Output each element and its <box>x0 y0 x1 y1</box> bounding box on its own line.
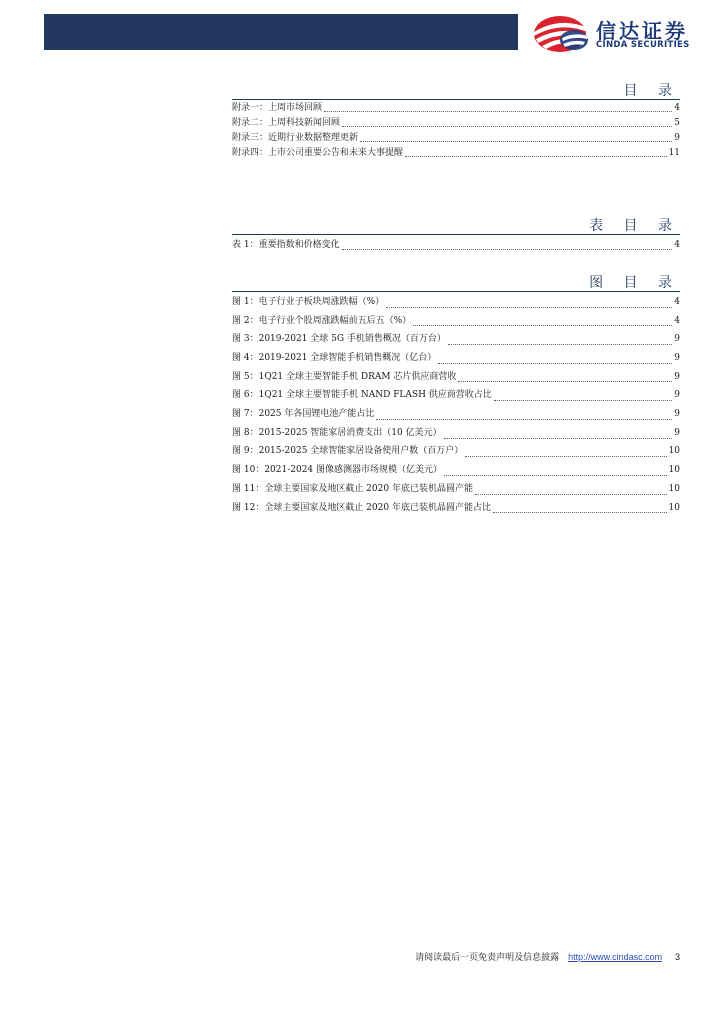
toc-leader-dots <box>444 475 667 476</box>
toc-item[interactable] <box>232 424 680 443</box>
toc-item-label: 图 7：2025 年各国锂电池产能占比 <box>232 409 375 420</box>
page-footer <box>330 950 680 963</box>
toc-item[interactable] <box>232 236 680 254</box>
toc-item-label: 附录四：上市公司重要公告和未来大事提醒 <box>232 148 404 158</box>
toc-item-label: 图 1：电子行业子板块周涨跌幅（%） <box>232 296 385 307</box>
toc-item[interactable] <box>232 443 680 462</box>
toc-item[interactable] <box>232 405 680 424</box>
toc-item-page: 9 <box>674 409 680 420</box>
toc-item-label: 图 4：2019-2021 全球智能手机销售概况（亿台） <box>232 353 437 364</box>
toc-item-page: 4 <box>674 240 680 250</box>
toc-item-label: 图 10：2021-2024 图像感测器市场规模（亿美元） <box>232 465 443 476</box>
toc-item[interactable] <box>232 101 680 116</box>
toc-item-label: 图 2：电子行业个股周涨跌幅前五后五（%） <box>232 315 412 326</box>
cinda-logo <box>530 12 710 56</box>
cinda-emblem-icon <box>530 12 594 56</box>
figures-title: 图 目 录 <box>589 275 680 291</box>
figures-title-rule <box>232 291 680 292</box>
toc-item-label: 图 3：2019-2021 全球 5G 手机销售概况（百万台） <box>232 334 446 345</box>
toc-leader-dots <box>360 141 672 142</box>
toc-item-page: 10 <box>668 502 680 513</box>
tables-title-rule <box>232 234 680 235</box>
toc-item[interactable] <box>232 293 680 312</box>
toc-item-page: 9 <box>674 390 680 401</box>
toc-item-page: 9 <box>674 133 680 143</box>
toc-item-page: 4 <box>674 315 680 326</box>
contents-title: 目 录 <box>623 83 680 99</box>
toc-item[interactable] <box>232 312 680 331</box>
logo-english-text: CINDA SECURITIES <box>596 40 690 50</box>
toc-leader-dots <box>438 363 672 364</box>
toc-item-page: 10 <box>668 446 680 457</box>
toc-leader-dots <box>376 419 672 420</box>
toc-item-page: 9 <box>674 334 680 345</box>
header-bar <box>44 14 518 50</box>
toc-leader-dots <box>475 494 667 495</box>
toc-item-label: 图 5：1Q21 全球主要智能手机 DRAM 芯片供应商营收 <box>232 371 457 382</box>
toc-leader-dots <box>405 156 667 157</box>
toc-item[interactable] <box>232 131 680 146</box>
toc-item[interactable] <box>232 499 680 518</box>
toc-item-label: 表 1：重要指数和价格变化 <box>232 240 340 250</box>
toc-item-label: 图 11：全球主要国家及地区截止 2020 年底已装机晶圆产能 <box>232 483 473 494</box>
toc-item-page: 10 <box>668 483 680 494</box>
toc-item-page: 10 <box>668 465 680 476</box>
toc-leader-dots <box>493 512 667 513</box>
toc-item[interactable] <box>232 386 680 405</box>
toc-leader-dots <box>413 325 672 326</box>
contents-list <box>232 101 680 161</box>
toc-item[interactable] <box>232 330 680 349</box>
contents-title-rule <box>232 99 680 100</box>
footer-disclaimer: 请阅读最后一页免责声明及信息披露 <box>415 953 560 963</box>
toc-leader-dots <box>494 400 672 401</box>
toc-item[interactable] <box>232 368 680 387</box>
toc-item[interactable] <box>232 116 680 131</box>
toc-leader-dots <box>448 344 672 345</box>
toc-leader-dots <box>386 307 672 308</box>
toc-item-page: 4 <box>674 296 680 307</box>
toc-item-page: 5 <box>674 118 680 128</box>
figures-list <box>232 293 680 517</box>
logo-chinese-text: 信达证券 <box>596 19 688 43</box>
tables-title: 表 目 录 <box>589 218 680 234</box>
page-number: 3 <box>674 952 680 962</box>
tables-list <box>232 236 680 254</box>
toc-item[interactable] <box>232 480 680 499</box>
toc-item[interactable] <box>232 146 680 161</box>
toc-item-page: 11 <box>668 148 680 158</box>
toc-leader-dots <box>324 111 672 112</box>
toc-item-page: 9 <box>674 371 680 382</box>
toc-leader-dots <box>444 438 673 439</box>
toc-item-label: 图 9：2015-2025 全球智能家居设备使用户数（百万户） <box>232 446 464 457</box>
footer-website-link[interactable]: http://www.cindasc.com <box>568 952 663 962</box>
toc-item-page: 4 <box>674 103 680 113</box>
toc-leader-dots <box>458 381 672 382</box>
toc-item-label: 附录二：上周科技新闻回顾 <box>232 118 341 128</box>
toc-item[interactable] <box>232 461 680 480</box>
toc-leader-dots <box>342 126 672 127</box>
toc-leader-dots <box>465 456 666 457</box>
toc-item[interactable] <box>232 349 680 368</box>
toc-item-label: 图 6：1Q21 全球主要智能手机 NAND FLASH 供应商营收占比 <box>232 390 492 401</box>
toc-leader-dots <box>342 249 673 250</box>
toc-item-label: 图 12：全球主要国家及地区截止 2020 年底已装机晶圆产能占比 <box>232 502 491 513</box>
toc-item-page: 9 <box>674 353 680 364</box>
toc-item-label: 附录一：上周市场回顾 <box>232 103 323 113</box>
toc-item-page: 9 <box>674 427 680 438</box>
toc-item-label: 图 8：2015-2025 智能家居消费支出（10 亿美元） <box>232 427 442 438</box>
toc-item-label: 附录三：近期行业数据整理更新 <box>232 133 359 143</box>
